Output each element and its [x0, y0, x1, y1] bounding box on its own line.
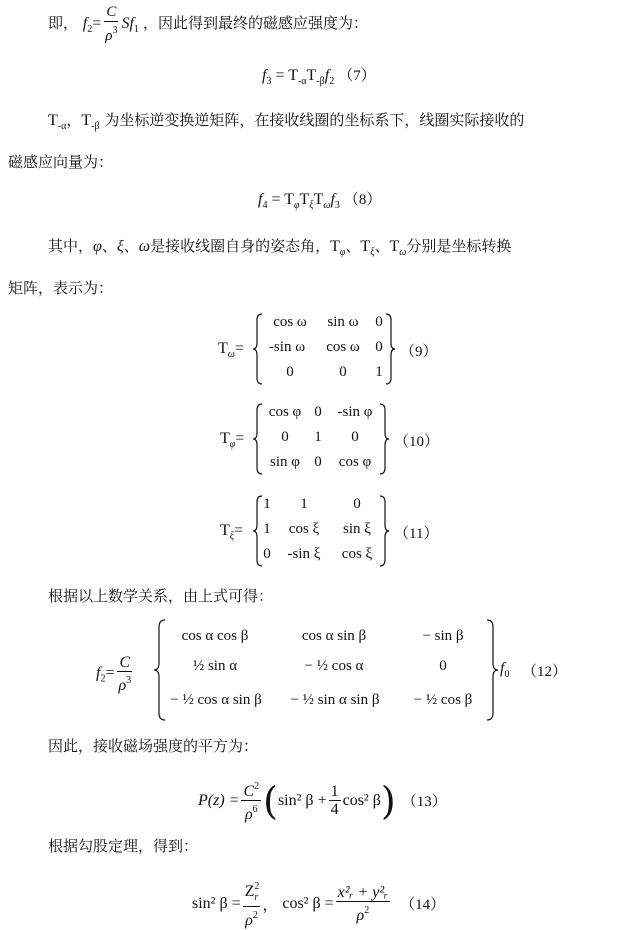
eq10-cell: sin φ — [270, 454, 300, 470]
eq11-cell: cos ξ — [341, 546, 373, 562]
paragraph-2-line2: 磁感应向量为： — [8, 153, 114, 171]
paragraph-6: 根据勾股定理，得到： — [48, 837, 199, 855]
eq11-lhs: $T_\xi=$ — [220, 522, 244, 542]
eq11-number: （11） — [394, 526, 439, 542]
eq9-cell: 0 — [375, 314, 383, 330]
eq10-lhs: $T_\varphi=$ — [220, 430, 245, 450]
eq11-cell: cos ξ — [288, 521, 320, 537]
eq9-cell: 0 — [286, 364, 294, 380]
eq9-cell: 0 — [339, 364, 347, 380]
eq9-lhs: $T_\omega=$ — [218, 340, 244, 360]
intro-prefix: 即， — [48, 14, 79, 33]
eq7-number: （7） — [338, 68, 376, 84]
equation-7: $f_3 = T_{-\alpha}T_{-\beta}f_2$ （7） — [262, 67, 376, 87]
eq10-cell: 0 — [314, 454, 322, 470]
eq12-cell: − ½ cos β — [413, 692, 473, 708]
eq9-cell: 0 — [375, 339, 383, 355]
paragraph-3-line1: 其中，φ、ξ、ω是接收线圈自身的姿态角，$T_\varphi$、$T_\xi$、$T_\omega$分别是坐标转换 — [48, 237, 512, 258]
eq9-cell: 1 — [375, 364, 383, 380]
eq11-cell: 1 — [263, 521, 271, 537]
eq10-cell: -sin φ — [337, 404, 373, 420]
eq11-cell: sin ξ — [343, 521, 371, 537]
eq9-matrix — [254, 312, 394, 386]
f2-formula: $f_2=$ $\frac{C}{\rho^3}$ $Sf_1$ — [82, 4, 139, 44]
eq10-cell: 0 — [281, 429, 289, 445]
eq12-cell: − ½ cos α sin β — [170, 692, 262, 708]
eq10-cell: 0 — [314, 404, 322, 420]
eq8-number: （8） — [343, 192, 382, 208]
equation-8: $f_4 = T_\varphi T_\xi T_\omega f_3$ （8） — [258, 191, 382, 211]
eq12-cell: cos α sin β — [301, 628, 367, 644]
eq12-cell: − ½ sin α sin β — [290, 692, 380, 708]
paragraph-4: 根据以上数学关系，由上式可得： — [48, 587, 274, 605]
eq10-number: （10） — [394, 434, 440, 450]
eq10-cell: 1 — [314, 429, 322, 445]
eq11-cell: 0 — [263, 546, 271, 562]
eq12-cell: ½ sin α — [192, 658, 238, 674]
eq12-lhs: $f_2=$ $\frac{C}{\rho^3}$ — [96, 654, 132, 694]
equation-13: P(z) = $\frac{C^2}{\rho^6}$ ( sin² β + $\frac{1}{4}$ cos² β ) （13） — [198, 778, 447, 823]
paragraph-3-line2: 矩阵，表示为： — [8, 279, 114, 297]
intro-suffix: ，因此得到最终的磁感应强度为： — [142, 14, 368, 33]
eq12-cell: 0 — [439, 658, 447, 674]
eq12-cell: cos α cos β — [181, 628, 249, 644]
paragraph-2-line1: $T_{-\alpha}$，$T_{-\beta}$ 为坐标逆变换逆矩阵，在接收线圈的坐标系下，线圈实际接收的 — [48, 111, 525, 132]
eq11-cell: 1 — [300, 496, 308, 512]
eq12-cell: − ½ cos α — [304, 658, 364, 674]
eq12-cell: − sin β — [422, 628, 464, 644]
eq11-cell: -sin ξ — [287, 546, 321, 562]
eq9-cell: sin ω — [327, 314, 359, 330]
equation-14: sin² β = $\frac{Z^2_r}{\rho^2}$ ， cos² β = $\frac{\text{x²ᵣ + y²ᵣ}}{\rho^2}$ （14） — [192, 878, 445, 929]
eq12-tail: $f_0$ — [500, 660, 510, 680]
eq10-cell: 0 — [351, 429, 359, 445]
eq9-cell: cos ω — [273, 314, 307, 330]
eq10-cell: cos φ — [338, 454, 372, 470]
eq12-matrix — [156, 618, 496, 722]
eq9-number: （9） — [400, 344, 438, 360]
intro-line — [48, 4, 368, 45]
eq11-matrix — [254, 494, 388, 568]
eq14-number: （14） — [400, 897, 446, 913]
eq9-cell: cos ω — [326, 339, 360, 355]
eq10-cell: cos φ — [268, 404, 302, 420]
eq10-matrix — [254, 402, 388, 476]
eq13-number: （13） — [401, 794, 447, 810]
eq9-cell: -sin ω — [268, 339, 306, 355]
eq11-cell: 0 — [353, 496, 361, 512]
eq11-cell: 1 — [263, 496, 271, 512]
paragraph-5: 因此，接收磁场强度的平方为： — [48, 737, 259, 755]
eq12-number: （12） — [522, 664, 568, 680]
